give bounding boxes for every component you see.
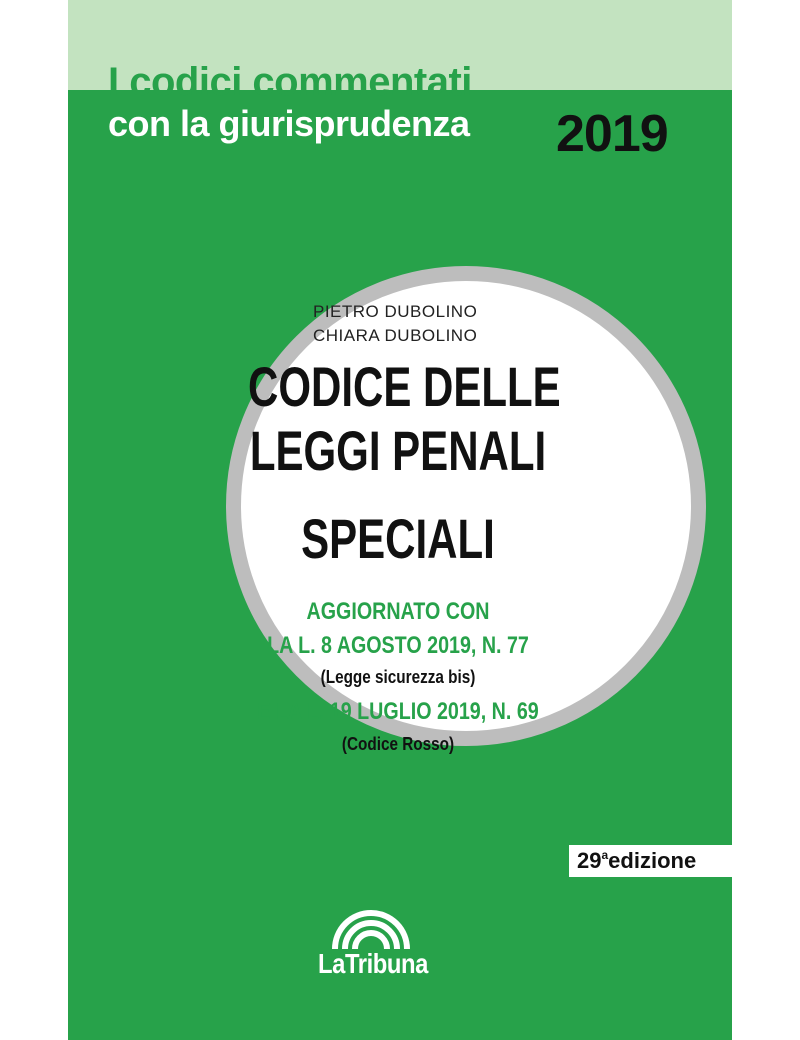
edition-label: edizione	[608, 848, 697, 873]
book-title-line-3: SPECIALI	[301, 507, 495, 570]
series-year: 2019	[556, 105, 668, 163]
edition-number: 29	[577, 848, 602, 873]
update-line-1: AGGIORNATO CON	[306, 598, 490, 625]
update-line-2: LA L. 8 AGOSTO 2019, N. 77	[267, 632, 529, 659]
author-1: PIETRO DUBOLINO	[313, 302, 478, 321]
book-title-line-1: CODICE DELLE	[248, 355, 561, 418]
series-title: I codici commentati	[108, 60, 472, 104]
series-subtitle: con la giurisprudenza	[108, 103, 470, 144]
update-note-1: (Legge sicurezza bis)	[320, 667, 476, 687]
book-title-line-2: LEGGI PENALI	[249, 419, 547, 482]
book-cover	[68, 0, 732, 1040]
edition-badge	[569, 845, 732, 877]
update-line-3: E LA L. 19 LUGLIO 2019, N. 69	[257, 698, 539, 725]
author-2: CHIARA DUBOLINO	[313, 326, 478, 345]
arch-logo-icon	[331, 905, 411, 949]
edition-ordinal: a	[601, 848, 609, 862]
update-note-2: (Codice Rosso)	[341, 734, 455, 754]
publisher-name: LaTribuna	[318, 948, 428, 979]
